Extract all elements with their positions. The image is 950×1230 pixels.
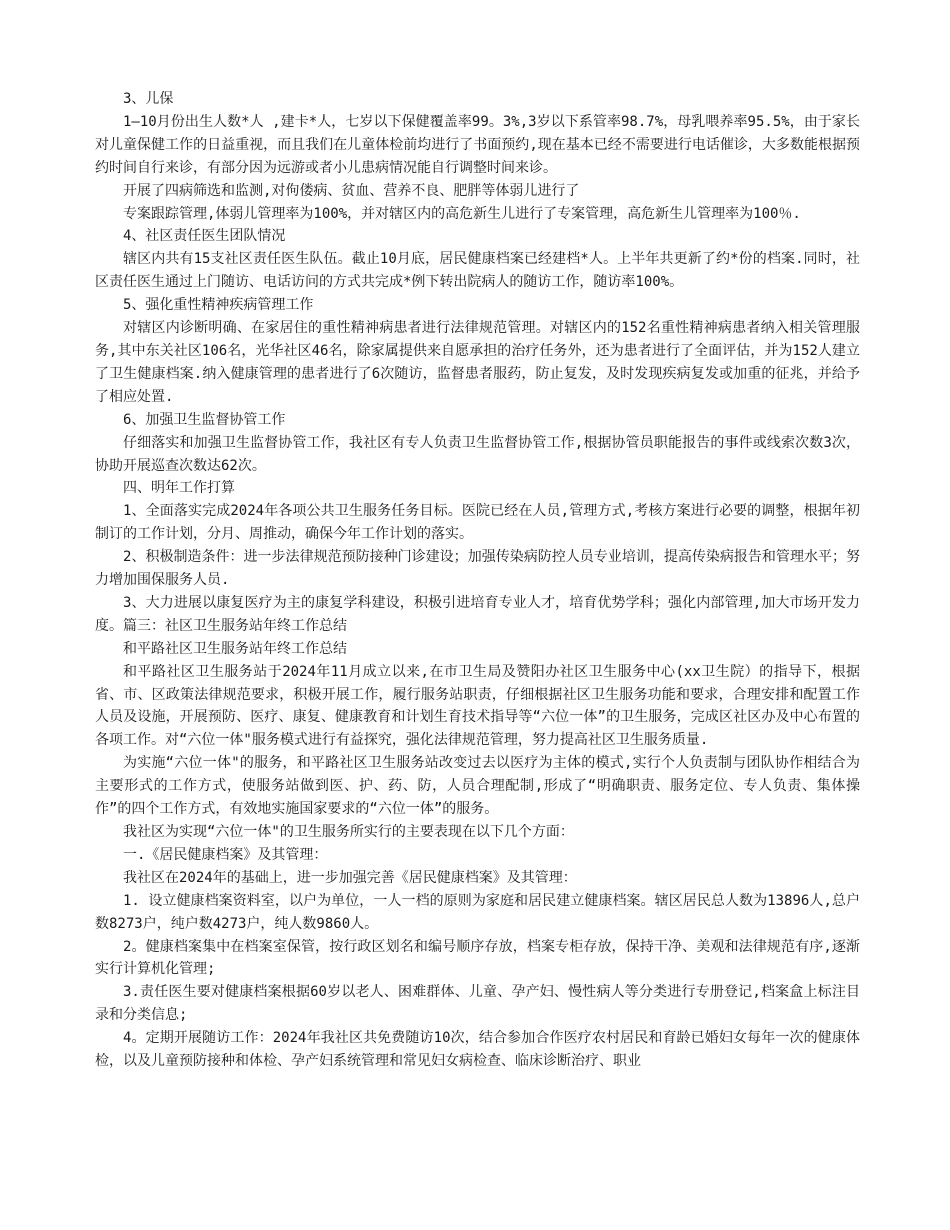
paragraph: 我社区在2024年的基础上，进一步加强完善《居民健康档案》及其管理： [123,869,577,886]
section-heading-mental-illness: 5、强化重性精神疾病管理工作 [123,297,314,314]
document-body [95,88,860,1073]
paragraph: 专案跟踪管理,体弱儿管理率为100%，并对辖区内的高危新生儿进行了专案管理，高危新生儿管理率为100％. [123,205,801,222]
paragraph: 仔细落实和加强卫生监督协管工作，我社区有专人负责卫生监督协管工作,根据协管员职能报告的事件或线索次数3次，协助开展巡查次数达62次。 [95,434,860,474]
paragraph: 3、大力进展以康复医疗为主的康复学科建设，积极引进培育专业人才，培育优势学科；强化内部管理,加大市场开发力度。篇三：社区卫生服务站年终工作总结 [95,594,860,634]
paragraph: 为实施“六位一体"的服务，和平路社区卫生服务站改变过去以医疗为主体的模式,实行个人负责制与团队协作相结合为主要形式的工作方式，使服务站做到医、护、药、防，人员合理配制,形成了“明确职责、服务定位、专人负责、集体操作”的四个工作方式，有效地实施国家要求的“六位一体”的服务。 [95,755,860,818]
paragraph: 1、全面落实完成2024年各项公共卫生服务任务目标。医院已经在人员,管理方式,考核方案进行必要的调整，根据年初制订的工作计划，分月、周推动，确保今年工作计划的落实。 [95,503,860,543]
paragraph: 1. 设立健康档案资料室，以户为单位，一人一档的原则为家庭和居民建立健康档案。辖区居民总人数为13896人,总户数8273户，纯户数4273户，纯人数9860人。 [95,892,860,932]
paragraph: 辖区内共有15支社区责任医生队伍。截止10月底，居民健康档案已经建档*人。上半年共更新了约*份的档案.同时，社区责任医生通过上门随访、电话访问的方式共完成*例下转出院病人的随访工作，随访率100%。 [95,251,860,291]
paragraph: 4。定期开展随访工作：2024年我社区共免费随访10次，结合参加合作医疗农村居民和育龄已婚妇女每年一次的健康体检，以及儿童预防接种和体检、孕产妇系统管理和常见妇女病检查、临床诊断治疗、职业 [95,1030,860,1070]
section-heading-doctor-teams: 4、社区责任医生团队情况 [123,228,286,245]
paragraph: 2。健康档案集中在档案室保管，按行政区划名和编号顺序存放，档案专柜存放，保持干净、美观和法律规范有序,逐渐实行计算机化管理; [95,938,860,978]
section-heading-health-supervision: 6、加强卫生监督协管工作 [123,411,286,428]
paragraph: 1—10月份出生人数*人 ,建卡*人，七岁以下保健覆盖率99。3%,3岁以下系管率98.7%，母乳喂养率95.5%，由于家长对儿童保健工作的日益重视，而且我们在儿童体检前均进行了书面预约,现在基本已经不需要进行电话催诊，大多数能根据预约时间自行来诊，有部分因为远游或者小儿患病情况能自行调整时间来诊。 [95,113,860,176]
paragraph: 2、积极制造条件：进一步法律规范预防接种门诊建设；加强传染病防控人员专业培训，提高传染病报告和管理水平；努力增加围保服务人员. [95,549,860,589]
article-title: 和平路社区卫生服务站年终工作总结 [123,640,347,657]
paragraph: 3.责任医生要对健康档案根据60岁以老人、困难群体、儿童、孕产妇、慢性病人等分类进行专册登记,档案盒上标注目录和分类信息; [95,984,860,1024]
section-heading-next-year-plan: 四、明年工作打算 [123,480,235,497]
section-heading-health-records: 一.《居民健康档案》及其管理： [123,846,328,863]
paragraph: 开展了四病筛选和监测,对佝偻病、贫血、营养不良、肥胖等体弱儿进行了 [123,182,580,199]
paragraph: 和平路社区卫生服务站于2024年11月成立以来,在市卫生局及赞阳办社区卫生服务中心(xx卫生院）的指导下，根据省、市、区政策法律规范要求，积极开展工作，履行服务站职责，仔细根据社区卫生服务功能和要求，合理安排和配置工作人员及设施，开展预防、医疗、康复、健康教育和计划生育技术指导等“六位一体”的卫生服务，完成区社区办及中心布置的各项工作。对“六位一体"服务模式进行有益探究，强化法律规范管理，努力提高社区卫生服务质量. [95,663,860,749]
paragraph: 我社区为实现“六位一体"的卫生服务所实行的主要表现在以下几个方面： [123,824,574,840]
section-heading-child-care: 3、儿保 [123,91,174,107]
paragraph: 对辖区内诊断明确、在家居住的重性精神病患者进行法律规范管理。对辖区内的152名重性精神病患者纳入相关管理服务,其中东关社区106名，光华社区46名，除家属提供来自愿承担的治疗任务外，还为患者进行了全面评估，并为152人建立了卫生健康档案.纳入健康管理的患者进行了6次随访，监督患者服药，防止复发，及时发现疾病复发或加重的征兆，并给予了相应处置. [95,320,860,405]
